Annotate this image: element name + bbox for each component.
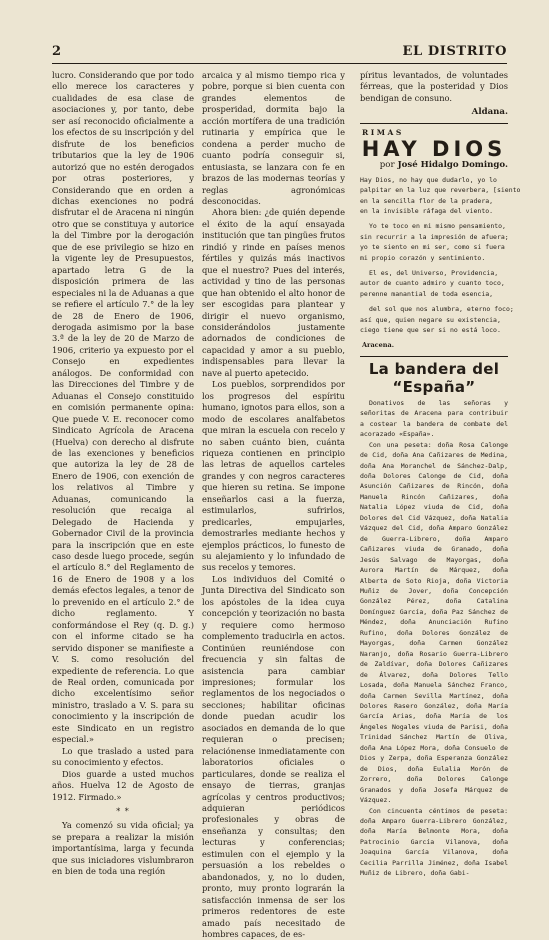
- poem-line: palpitar en la luz que reverbera, [siento: [360, 186, 521, 195]
- poem-line: autor de cuanto admiro y cuanto toco,: [360, 279, 505, 288]
- page-number: 2: [52, 44, 62, 59]
- poem-byline: [360, 160, 508, 171]
- poem-line: El es, del Universo, Providencia,: [369, 268, 499, 277]
- article-paragraph: Los individuos del Comité o Junta Directiva del Sindicato son los apóstoles de la idea cuya concepción y teorización no basta y requiere como hermoso complemento traducirla en actos. Continúen reuniéndose con frecuencia y sin faltas de asistencia para cambiar impresiones; formular los reglamentos de los negociados o secciones; habilitar oficinas donde puedan acudir los asociados en demanda de lo que requieran o precisen; relaciónense inmediatamente con laboratorios oficiales o particulares, donde se realiza el ensayo de tierras, granjas agrícolas y centros productivos; adquieran periódicos profesionales y obras de enseñanza y consultas; den lecturas y conferencias; estimulen con el ejemplo y la persuasión a los rebeldes o abandonados, y, no lo duden, pronto, muy pronto lograrán la satisfacción inmensa de ser los primeros redentores de este amado país necesitado de hombres capaces, de es-: [202, 573, 345, 939]
- article-paragraph: Ya comenzó su vida oficial; ya se prepara a realizar la misión importantísima, larga y fecunda que sus iniciadores vislumbraron en bien de toda una región: [52, 820, 194, 877]
- poem-title: HAY DIOS: [361, 137, 507, 162]
- article-paragraph: Los pueblos, sorprendidos por los progresos del espíritu humano, ignotos para ellos, son a modo de escolares analfabetos que miran la escuela con recelo y no saben cuánto bien, cuánta riqueza contienen en principio las letras de aquellos carteles grandes y con negros caracteres que hieren su retina. Se impone enseñarlos casi a la fuerza, estimularlos, sufrirlos, predicarles, empujarles, demostrarles mediante hechos y ejemplos prácticos, lo funesto de su alejamiento y lo infundado de sus recelos y temores.: [202, 379, 345, 573]
- header-rule: [52, 63, 507, 64]
- article-signature: Aldana.: [471, 107, 508, 118]
- poem-place: Aracena.: [362, 341, 394, 350]
- section-separator-stars: * *: [116, 807, 130, 816]
- donations-title: La bandera del “España”: [368, 359, 500, 396]
- poem-stanza: [360, 221, 508, 263]
- article-paragraph: Dios guarde a usted muchos años. Huelva 12 de Agosto de 1912. Firmado.»: [52, 768, 194, 802]
- column-middle: [202, 70, 345, 940]
- page-header: [52, 44, 507, 64]
- article-paragraph: Lo que traslado a usted para su conocimiento y efectos.: [52, 745, 194, 768]
- article-paragraph: arcaica y al mismo tiempo rica y pobre, porque si bien cuenta con grandes elementos de prosperidad, dormita bajo la acción mortífera de una tradición rutinaria y empírica que le condena a perder mucho de cuanto podría conseguir si, entusiasta, se lanzara con fe en brazos de las modernas teorías y reglas agronómicas desconocidas.: [202, 70, 345, 206]
- poem-line: en la sencilla flor de la pradera,: [360, 196, 494, 205]
- poem-line: así que, quien negare su existencia,: [360, 315, 501, 324]
- poem-line: ciego tiene que ser si no está loco.: [360, 326, 501, 334]
- poem-line: en la invisible ráfaga del viento.: [360, 206, 494, 215]
- column-left: [52, 70, 194, 878]
- donations-paragraph: Con cincuenta céntimos de peseta: doña Amparo Guerra-Librero González, doña María Belmonte Mora, doña Patrocinio García Vilanova, doña Joaquina García Vilanova, doña Cecilia Parrilla Jiménez, doña Isabel Muñiz de Librero, doña Gabi-: [360, 806, 508, 878]
- poem-line: yo te siento en mi ser, como si fuera: [360, 243, 505, 252]
- poem-stanza: [360, 175, 521, 217]
- column-right: [360, 70, 521, 879]
- poem-line: Yo te toco en mi mismo pensamiento,: [369, 222, 506, 231]
- section-rule: [360, 356, 508, 357]
- byline-author: José Hidalgo Domingo.: [397, 160, 508, 171]
- poem-line: perenne manantial de toda esencia,: [360, 289, 494, 298]
- article-paragraph: lucro. Considerando que por todo ello merece los caracteres y cualidades de esa clase de asociaciones y, por tanto, debe ser así reconocido oficialmente a los efectos de su inscripción y del disfrute de los beneficios tributarios que la ley de 1906 autorizó que no estén derogados por otras posteriores, y Considerando que en orden a dichas exenciones no podrá disfrutar el de Aracena ni ningún otro que se constituya y autorice la del Timbre por la derogación que de ese privilegio se hizo en la vigente ley de Presupuestos, apartado letra G de la disposición primera de las especiales ni la de Aduanas a que se refiere el artículo 7.° de la ley de 28 de Enero de 1906, derogada asimismo por la base 3.ª de la ley de 20 de Marzo de 1906, criterio ya expuesto por el Consejo en expedientes análogos. De conformidad con las Direcciones del Timbre y de Aduanas el Consejo constituido en comisión permanente opina: Que puede V. E. reconocer como Sindicato Agrícola de Aracena (Huelva) con derecho al disfrute de las exenciones y beneficios que autoriza la ley de 28 de Enero de 1906, con exención de los relativos al Timbre y Aduanas, comunicando la resolución que recaiga al Delegado de Hacienda y Gobernador Civil de la provincia para la inscripción que en este caso desde luego procede, según el artículo 8.° del Reglamento de 16 de Enero de 1908 y a los demás efectos legales, a tenor de lo prevenido en el artículo 2.° de dicho reglamento. Y conformándose el Rey (q. D. g.) con el informe citado se ha servido disponer se manifieste a V. S. como resolución del expediente de referencia. Lo que de Real orden, comunicada por dicho excelentísimo señor ministro, traslado a V. S. para su conocimiento y la inscripción de este Sindicato en un registro especial.»: [52, 70, 194, 745]
- donations-body: [360, 398, 508, 879]
- donations-paragraph: Con una peseta: doña Rosa Calonge de Cid, doña Ana Cañizares de Medina, doña Ana Moranchel de Sánchez-Dalp, doña Dolores Calonge de Cid, doña Asunción Cañizares de Rincón, doña Manuela Rincón Cañizares, doña Natalia López viuda de Cid, doña Dolores del Cid Vázquez, doña Natalia Vázquez del Cid, doña Amparo González de Guerra-Librero, doña Amparo Cañizares viuda de Granado, doña Jesús Salvago de Mayorgas, doña Aurora Martín de Márquez, doña Alberta de Soto Rioja, doña Victoria Muñiz de Jover, doña Concepción González Pérez, doña Catalina Domínguez García, doña Paz Sánchez de Méndez, doña Anunciación Rufino Rufino, doña Dolores González de Mayorgas, doña Carmen González Naranjo, doña Rosario Guerra-Librero de Zaldívar, doña Dolores Cañizares de Álvarez, doña Dolores Tello Losada, doña Manuela Sánchez Franco, doña Carmen Sevilla Martínez, doña Dolores Rasero González, doña María García Arias, doña María de los Ángeles Nogales viuda de Parisi, doña Trinidad Sánchez Martín de Oliva, doña Ana López Mora, doña Consuelo de Dios y Zerpa, doña Esperanza González de Dios, doña Eulalia Morón de Zorrero, doña Dolores Calonge Granados y doña Josefa Márquez de Vázquez.: [360, 440, 508, 805]
- donations-paragraph: Donativos de las señoras y señoritas de Aracena para contribuir a costear la bandera de combate del acorazado «España».: [360, 398, 508, 439]
- article-paragraph: píritus levantados, de voluntades férreas, que la posteridad y Dios bendigan de consuno.: [360, 70, 508, 103]
- article-paragraph: Ahora bien: ¿de quién depende el éxito de la aquí ensayada institución que tan pingües frutos rindió y rinde en países menos fértiles y quizás más inactivos que el nuestro? Pues del interés, actividad y tino de las personas que han obtenido el alto honor de ser escogidas para plantear y dirigir el nuevo organismo, considerándolos justamente adornados de condiciones de capacidad y amor a su pueblo, indispensables para llevar la nave al puerto apetecido.: [202, 207, 345, 378]
- section-rule: [360, 123, 508, 124]
- poem-line: sin recurrir a la impresión de afuera;: [360, 232, 509, 241]
- poem-line: Hay Dios, no hay que dudarlo, yo lo: [360, 175, 497, 184]
- newspaper-title: EL DISTRITO: [402, 44, 507, 59]
- poem-line: del sol que nos alumbra, eterno foco;: [369, 305, 514, 314]
- section-kicker: RIMAS: [362, 127, 404, 137]
- poem-line: mi propio corazón y sentimiento.: [360, 253, 486, 262]
- byline-prefix: por: [379, 160, 395, 171]
- poem-stanza: [360, 268, 508, 299]
- poem-stanza: [360, 304, 514, 335]
- poem-body: [360, 175, 521, 336]
